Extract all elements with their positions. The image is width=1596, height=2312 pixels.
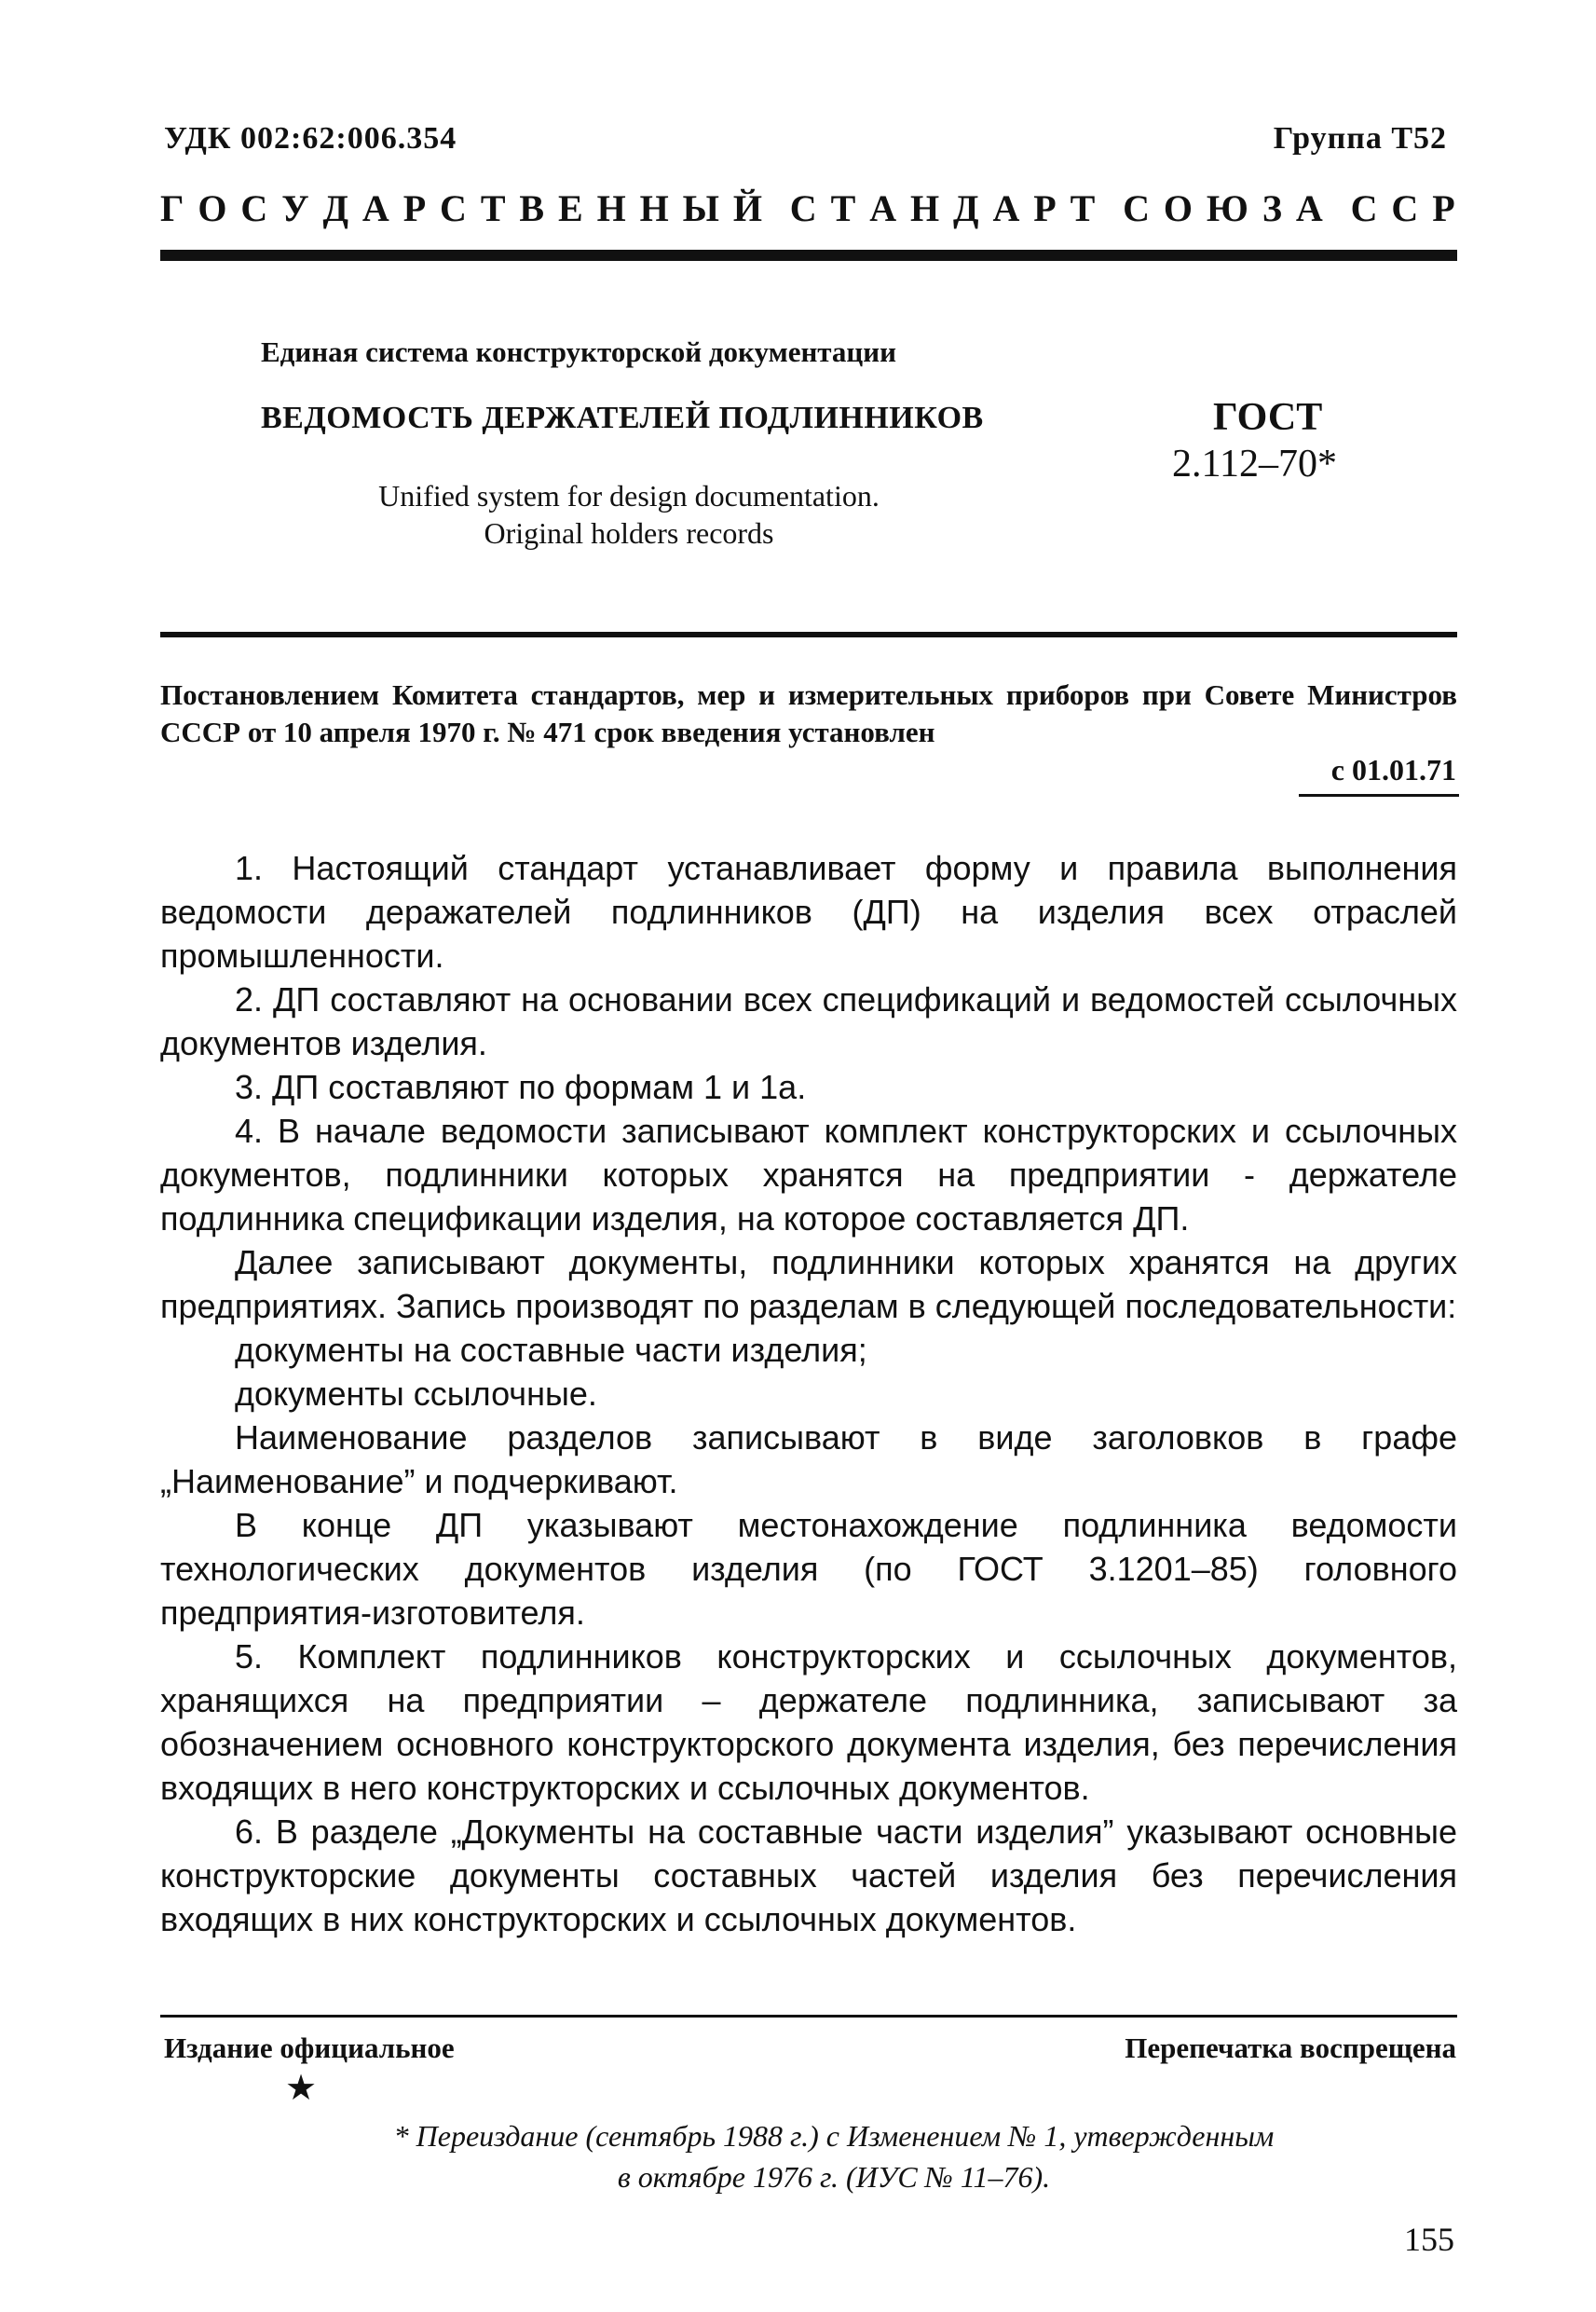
paragraph: 3. ДП составляют по формам 1 и 1а. [235, 1068, 807, 1106]
paragraph: 6. В разделе „Документы на составные части изделия” указывают основные конструкторские документы составных частей изделия без перечисления входящих в них конструкторских и ссылочных документов. [160, 1813, 1457, 1938]
reprint-notice: Перепечатка воспрещена [1125, 2032, 1456, 2064]
system-name: Единая система конструкторской документации [261, 335, 896, 368]
gost-number: 2.112–70* [1172, 443, 1337, 486]
reissue-line: * Переиздание (сентябрь 1988 г.) с Изменением № 1, утвержденным [393, 2119, 1275, 2153]
state-standard-heading: Г О С У Д А Р С Т В Е Н Н Ы Й С Т А Н Д А Р Т С О Ю З А С С Р [160, 187, 1455, 229]
decree-text: Постановлением Комитета стандартов, мер и измерительных приборов при Совете Министров СССР от 10 апреля 1970 г. № 471 срок введения установлен [160, 678, 1457, 748]
effective-date-underline [1299, 794, 1459, 797]
paragraph: 1. Настоящий стандарт устанавливает форму и правила выполнения ведомости деражателей подлинников (ДП) на изделия всех отраслей промышленности. [160, 849, 1457, 975]
header-rule [160, 250, 1457, 261]
gost-label: ГОСТ [1213, 396, 1323, 439]
body-text [160, 846, 1457, 1941]
english-title-line: Original holders records [484, 516, 774, 550]
paragraph: документы на составные части изделия; [235, 1331, 867, 1369]
paragraph: документы ссылочные. [235, 1375, 597, 1413]
paragraph: 4. В начале ведомости записывают комплект конструкторских и ссылочных документов, подлинники которых хранятся на предприятии - держателе подлинника спецификации изделия, на которое составляется ДП. [160, 1112, 1457, 1238]
english-title [289, 477, 969, 552]
paragraph: Далее записывают документы, подлинники которых хранятся на других предприятиях. Запись производят по разделам в следующей последовательности: [160, 1243, 1457, 1325]
english-title-line: Unified system for design documentation. [378, 479, 880, 513]
page-number: 155 [1404, 2221, 1454, 2258]
reissue-note [307, 2115, 1360, 2197]
group-code: Группа Т52 [1273, 121, 1447, 156]
reissue-line: в октябре 1976 г. (ИУС № 11–76). [617, 2160, 1051, 2194]
star-icon: ★ [285, 2069, 318, 2108]
title-rule [160, 632, 1457, 637]
paragraph: Наименование разделов записывают в виде заголовков в графе „Наименование” и подчеркивают. [160, 1418, 1457, 1500]
paragraph: В конце ДП указывают местонахождение подлинника ведомости технологических документов изделия (по ГОСТ 3.1201–85) головного предприятия-изготовителя. [160, 1506, 1457, 1632]
effective-date: с 01.01.71 [1330, 753, 1456, 787]
official-edition: Издание официальное [164, 2032, 455, 2064]
footer-rule [160, 2015, 1457, 2018]
paragraph: 2. ДП составляют на основании всех спецификаций и ведомостей ссылочных документов изделия. [160, 980, 1457, 1062]
document-title: ВЕДОМОСТЬ ДЕРЖАТЕЛЕЙ ПОДЛИННИКОВ [261, 401, 984, 435]
udk-code: УДК 002:62:006.354 [164, 121, 457, 156]
paragraph: 5. Комплект подлинников конструкторских и ссылочных документов, хранящихся на предприятии – держателе подлинника, записывают за обозначением основного конструкторского документа изделия, без перечисления входящих в него конструкторских и ссылочных документов. [160, 1637, 1457, 1807]
